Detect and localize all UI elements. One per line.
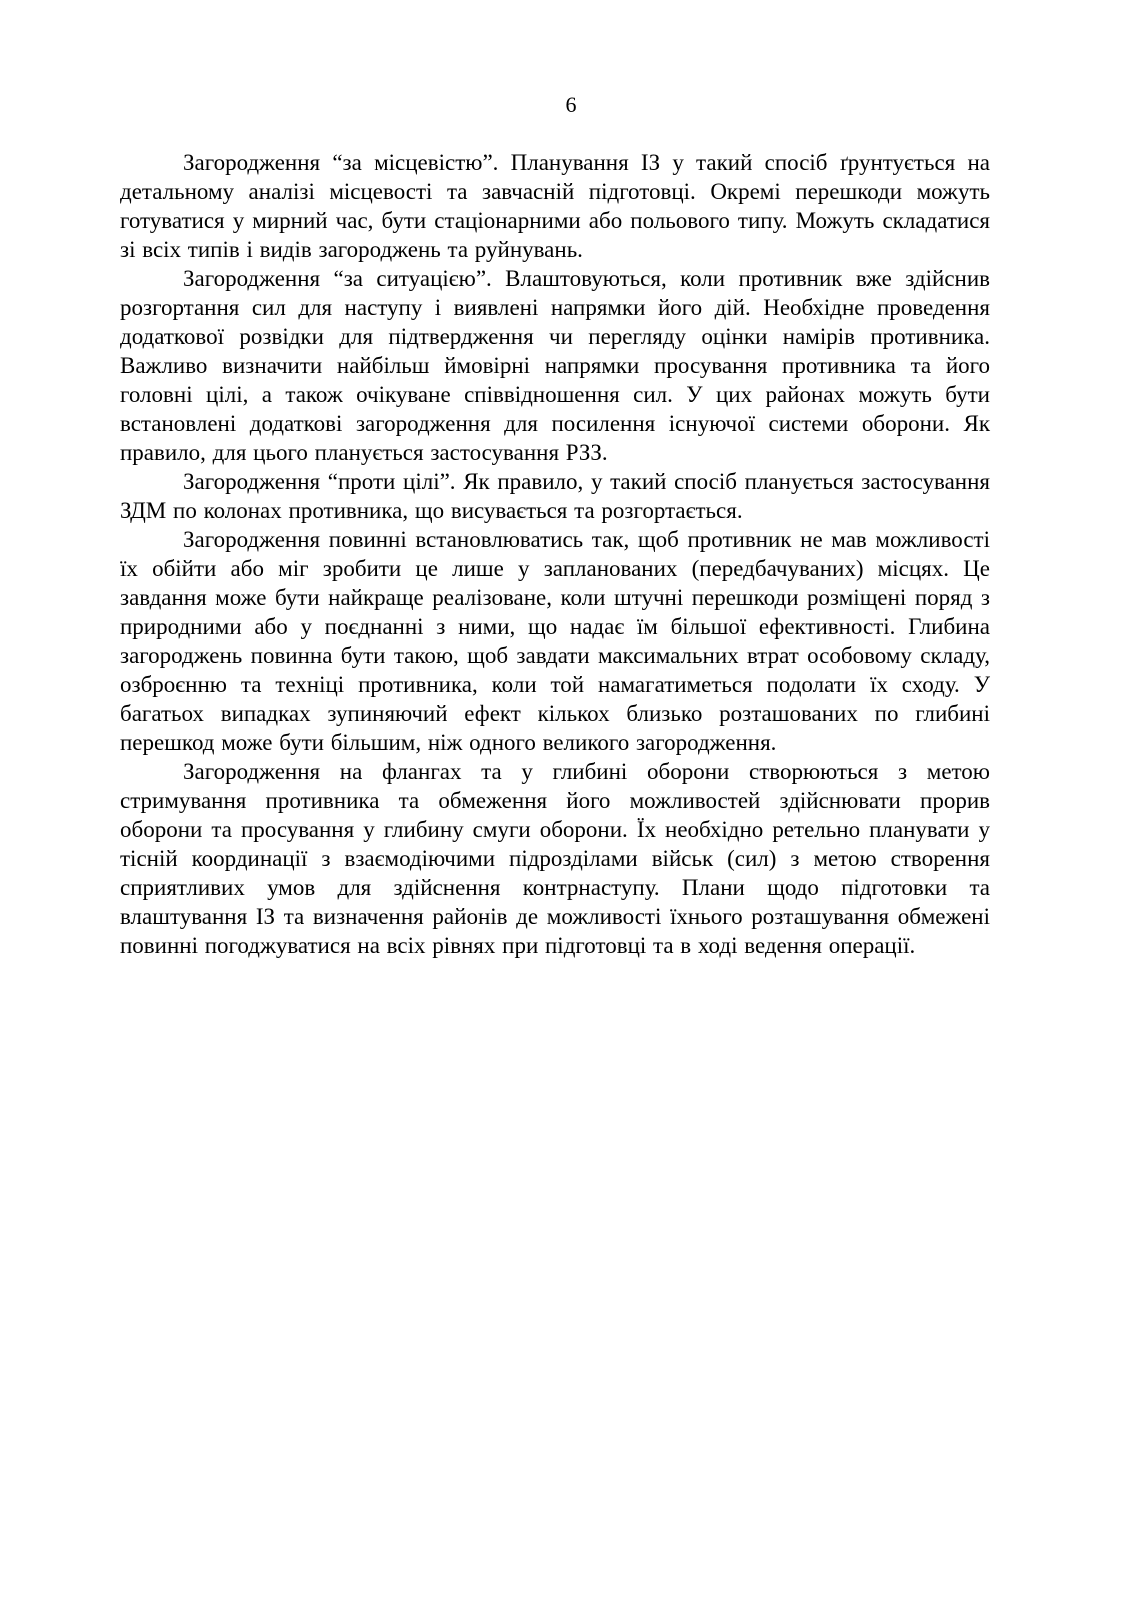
text-body <box>120 148 990 960</box>
paragraph-flank-and-depth-obstacles: Загородження на флангах та у глибині оборони створюються з метою стримування противника та обмеження його можливостей здійснювати прорив оборони та просування у глибину смуги оборони. Їх необхідно ретельно планувати у тісній координації з взаємодіючими підрозділами військ (сил) з метою створення сприятливих умов для здійснення контрнаступу. Плани щодо підготовки та влаштування ІЗ та визначення районів де можливості їхнього розташування обмежені повинні погоджуватися на всіх рівнях при підготовці та в ході ведення операції. <box>120 759 990 958</box>
paragraph-terrain-based-obstacles: Загородження “за місцевістю”. Планування ІЗ у такий спосіб ґрунтується на детальному аналізі місцевості та завчасній підготовці. Окремі перешкоди можуть готуватися у мирний час, бути стаціонарними або польового типу. Можуть складатися зі всіх типів і видів загороджень та руйнувань. <box>120 150 990 262</box>
paragraph-situation-based-obstacles: Загородження “за ситуацією”. Влаштовуються, коли противник вже здійснив розгортання сил для наступу і виявлені напрямки його дій. Необхідне проведення додаткової розвідки для підтвердження чи перегляду оцінки намірів противника. Важливо визначити найбільш ймовірні напрямки просування противника та його головні цілі, а також очікуване співвідношення сил. У цих районах можуть бути встановлені додаткові загородження для посилення існуючої системи оборони. Як правило, для цього планується застосування РЗЗ. <box>120 266 990 465</box>
paragraph-obstacle-placement-requirements: Загородження повинні встановлюватись так, щоб противник не мав можливості їх обійти або міг зробити це лише у запланованих (передбачуваних) місцях. Це завдання може бути найкраще реалізоване, коли штучні перешкоди розміщені поряд з природними або у поєднанні з ними, що надає їм більшої ефективності. Глибина загороджень повинна бути такою, щоб завдати максимальних втрат особовому складу, озброєнню та техніці противника, коли той намагатиметься подолати їх сходу. У багатьох випадках зупиняючий ефект кількох близько розташованих по глибині перешкод може бути більшим, ніж одного великого загородження. <box>120 527 990 755</box>
paragraph-target-based-obstacles: Загородження “проти цілі”. Як правило, у такий спосіб планується застосування ЗДМ по колонах противника, що висувається та розгортається. <box>120 469 990 523</box>
page-number: 6 <box>565 92 577 117</box>
